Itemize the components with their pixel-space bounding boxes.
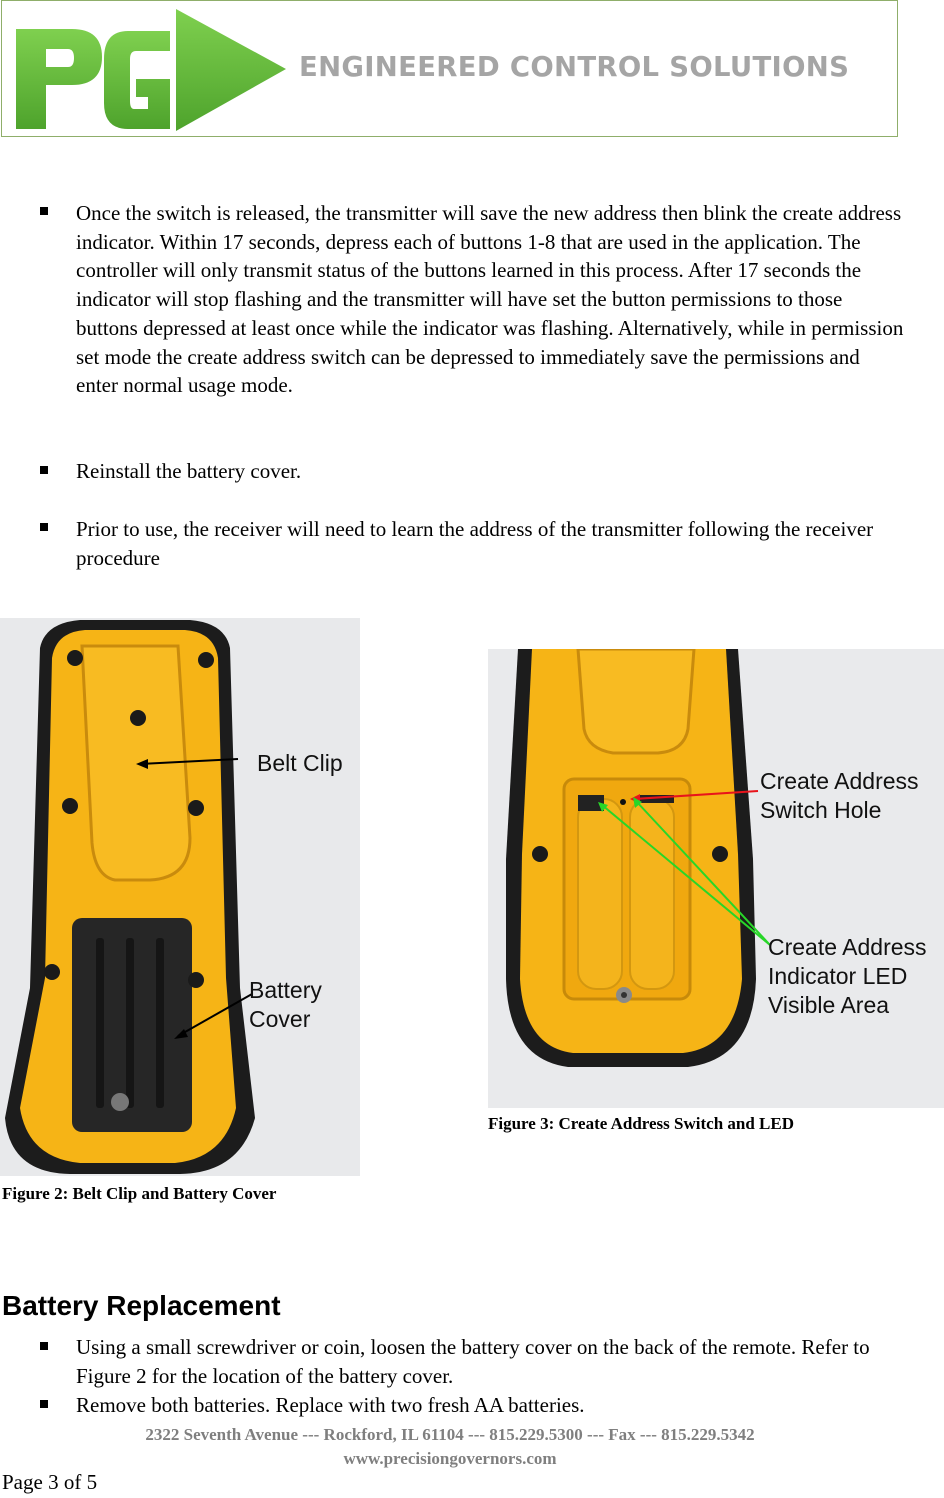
figure3-caption: Figure 3: Create Address Switch and LED bbox=[488, 1114, 795, 1133]
page-number: Page 3 of 5 bbox=[2, 1470, 98, 1494]
footer-address: 2322 Seventh Avenue --- Rockford, IL 61104 --- 815.229.5300 --- Fax --- 815.229.5342 bbox=[145, 1425, 755, 1444]
bullet-marker bbox=[40, 1400, 48, 1408]
bullet-marker bbox=[40, 207, 48, 215]
battery-cover-label: Battery Cover bbox=[249, 977, 322, 1032]
logo-tagline: ENGINEERED CONTROL SOLUTIONS bbox=[299, 51, 850, 83]
battery-compartment-illustration bbox=[488, 649, 944, 1108]
bullet-marker bbox=[40, 523, 48, 531]
switch-hole-label: Create Address Switch Hole bbox=[760, 768, 919, 823]
bullet-loosen-cover-text: Using a small screwdriver or coin, loosen the battery cover on the back of the remote. Refer to Figure 2 for the location of the battery cover. bbox=[76, 1335, 870, 1388]
header-logo bbox=[1, 0, 898, 137]
belt-clip-label: Belt Clip bbox=[257, 750, 343, 776]
bullet-reinstall-text: Reinstall the battery cover. bbox=[76, 459, 302, 483]
footer-website: www.precisiongovernors.com bbox=[343, 1449, 557, 1468]
bullet-permissions-text: Once the switch is released, the transmitter will save the new address then blink the create address indicator. Within 17 seconds, depress each of buttons 1-8 that are used in the application. The controller will only transmit status of the buttons learned in this process. After 17 seconds the indicator will stop flashing and the transmitter will have set the button permissions to those buttons depressed at least once while the indicator was flashing. Alternatively, while in permission set mode the create address switch can be depressed to immediately save the permissions and enter normal usage mode. bbox=[76, 201, 904, 398]
bullet-prior-use-text: Prior to use, the receiver will need to learn the address of the transmitter following the receiver procedure bbox=[76, 517, 874, 570]
bullet-remove-batteries-text: Remove both batteries. Replace with two fresh AA batteries. bbox=[76, 1393, 585, 1417]
figure2-caption: Figure 2: Belt Clip and Battery Cover bbox=[2, 1184, 277, 1203]
indicator-led-label: Create Address Indicator LED Visible Area bbox=[768, 934, 927, 1018]
bullet-marker bbox=[40, 1342, 48, 1350]
section-heading: Battery Replacement bbox=[2, 1290, 281, 1321]
bullet-marker bbox=[40, 466, 48, 474]
figure3-photo bbox=[488, 649, 944, 1108]
figure2-photo bbox=[0, 618, 360, 1176]
remote-back-illustration bbox=[0, 618, 360, 1176]
